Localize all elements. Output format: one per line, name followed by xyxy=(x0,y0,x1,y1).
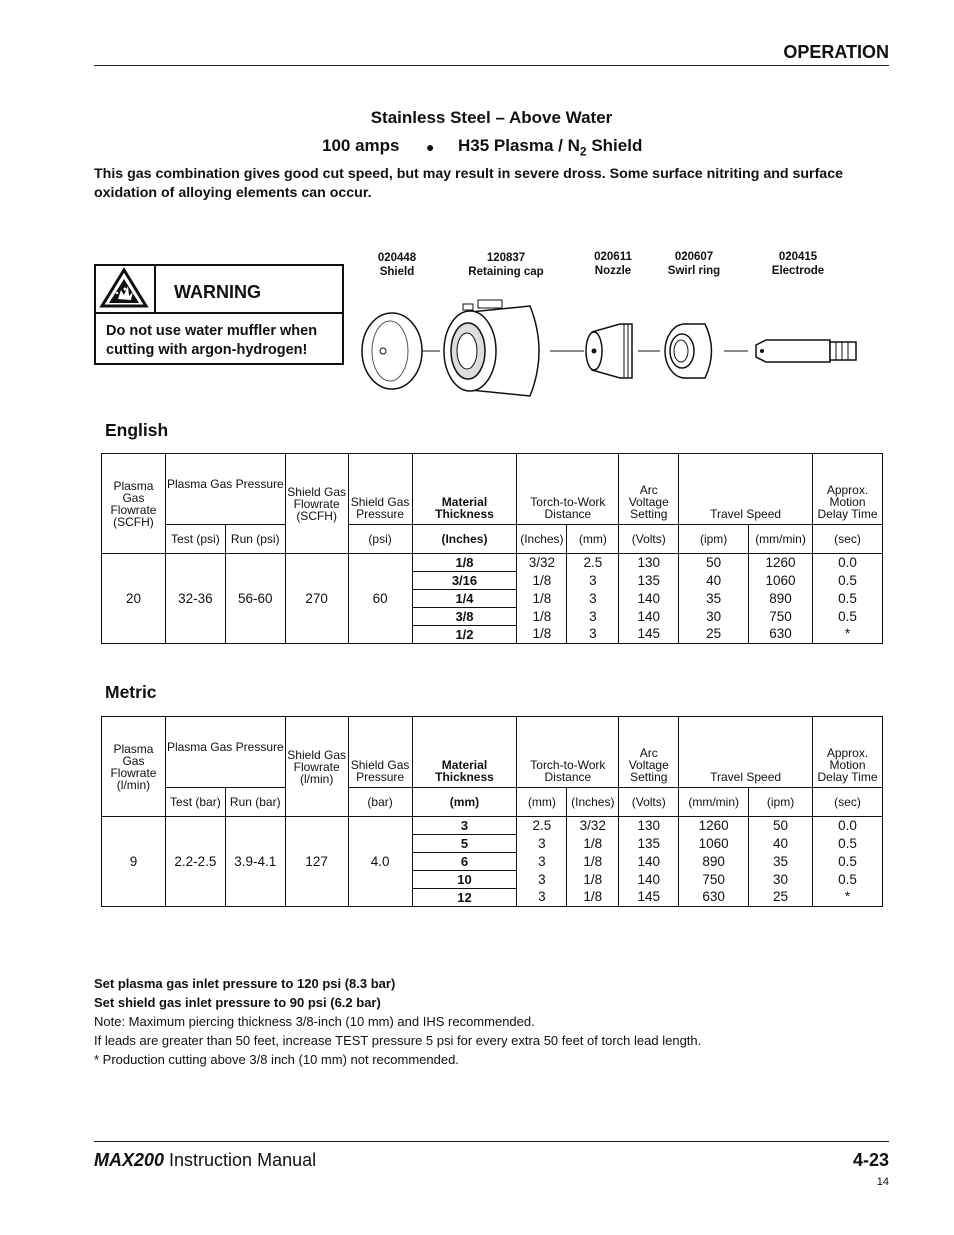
distance-cell: 1/8 xyxy=(517,626,567,644)
plasma-inlet-note: Set plasma gas inlet pressure to 120 psi (8.3 bar) xyxy=(94,976,396,991)
speed-cell: 890 xyxy=(749,590,813,608)
distance-cell: 1/8 xyxy=(517,608,567,626)
header-shield-pressure-unit: (psi) xyxy=(348,525,412,554)
distance-cell: 3 xyxy=(517,853,567,871)
delay-cell: 0.5 xyxy=(813,853,883,871)
delay-cell: 0.0 xyxy=(813,817,883,835)
header-delay-unit: (sec) xyxy=(813,525,883,554)
swirl-ring-part-icon xyxy=(665,324,712,378)
header-rule xyxy=(94,65,889,66)
arc-voltage-cell: 130 xyxy=(619,817,679,835)
thickness-cell: 3/8 xyxy=(412,608,517,626)
header-speed-unit-1: (mm/min) xyxy=(679,788,749,817)
distance-cell: 1/8 xyxy=(517,572,567,590)
metric-section-label: Metric xyxy=(105,682,157,702)
thickness-cell: 1/2 xyxy=(412,626,517,644)
delay-cell: 0.0 xyxy=(813,554,883,572)
header-torch-distance: Torch-to-Work Distance xyxy=(517,717,619,788)
speed-cell: 1060 xyxy=(749,572,813,590)
header-delay-unit: (sec) xyxy=(813,788,883,817)
speed-cell: 35 xyxy=(749,853,813,871)
header-run-pressure: Run (psi) xyxy=(225,525,285,554)
header-speed-unit-2: (mm/min) xyxy=(749,525,813,554)
delay-cell: * xyxy=(813,626,883,644)
speed-cell: 30 xyxy=(679,608,749,626)
bullet-icon: ● xyxy=(426,139,435,155)
arc-voltage-cell: 145 xyxy=(619,889,679,907)
shield-pressure-value: 4.0 xyxy=(348,817,412,907)
test-pressure-value: 32-36 xyxy=(165,554,225,644)
speed-cell: 1260 xyxy=(749,554,813,572)
header-speed-unit-1: (ipm) xyxy=(679,525,749,554)
distance-cell: 3 xyxy=(567,590,619,608)
plasma-flowrate-value: 9 xyxy=(102,817,166,907)
notes-block xyxy=(94,974,884,1069)
header-distance-unit-2: (Inches) xyxy=(567,788,619,817)
header-arc-unit: (Volts) xyxy=(619,525,679,554)
explosion-warning-icon xyxy=(96,266,152,310)
part-label-retaining-cap: 120837 Retaining cap xyxy=(468,252,544,278)
piercing-note: Note: Maximum piercing thickness 3/8-inch (10 mm) and IHS recommended. xyxy=(94,1014,535,1029)
thickness-cell: 12 xyxy=(412,889,517,907)
distance-cell: 3 xyxy=(517,889,567,907)
header-material-thickness: Material Thickness xyxy=(412,454,517,525)
delay-cell: 0.5 xyxy=(813,871,883,889)
arc-voltage-cell: 145 xyxy=(619,626,679,644)
lead-length-note: If leads are greater than 50 feet, increase TEST pressure 5 psi for every extra 50 feet of torch lead length. xyxy=(94,1033,702,1048)
footer-rule xyxy=(94,1141,889,1142)
delay-cell: 0.5 xyxy=(813,572,883,590)
header-distance-unit-1: (Inches) xyxy=(517,525,567,554)
consumable-parts-illustration xyxy=(360,290,870,400)
thickness-cell: 10 xyxy=(412,871,517,889)
arc-voltage-cell: 140 xyxy=(619,608,679,626)
speed-cell: 750 xyxy=(679,871,749,889)
gas-combination: H35 Plasma / $N_2$ Shield xyxy=(458,136,643,159)
test-pressure-value: 2.2-2.5 xyxy=(165,817,225,907)
header-torch-distance: Torch-to-Work Distance xyxy=(517,454,619,525)
metric-cut-chart-table xyxy=(101,716,883,907)
header-travel-speed: Travel Speed xyxy=(679,717,813,788)
distance-cell: 1/8 xyxy=(567,835,619,853)
header-test-pressure: Test (psi) xyxy=(165,525,225,554)
speed-cell: 630 xyxy=(679,889,749,907)
part-label-shield: 020448 Shield xyxy=(377,252,417,278)
header-shield-flowrate: Shield Gas Flowrate (SCFH) xyxy=(285,454,348,554)
speed-cell: 50 xyxy=(749,817,813,835)
delay-cell: 0.5 xyxy=(813,608,883,626)
distance-cell: 2.5 xyxy=(517,817,567,835)
header-plasma-flowrate: Plasma Gas Flowrate (l/min) xyxy=(102,717,166,817)
delay-cell: 0.5 xyxy=(813,835,883,853)
speed-cell: 50 xyxy=(679,554,749,572)
header-distance-unit-1: (mm) xyxy=(517,788,567,817)
run-pressure-value: 56-60 xyxy=(225,554,285,644)
shield-pressure-value: 60 xyxy=(348,554,412,644)
warning-box xyxy=(94,264,344,365)
shield-flowrate-value: 127 xyxy=(285,817,348,907)
page-number: 14 xyxy=(876,1176,889,1188)
amps-label: 100 amps xyxy=(322,136,400,155)
warning-title: WARNING xyxy=(174,282,261,302)
distance-cell: 3/32 xyxy=(517,554,567,572)
speed-cell: 25 xyxy=(679,626,749,644)
table-row xyxy=(102,817,883,835)
part-label-swirl-ring: 020607 Swirl ring xyxy=(667,251,721,277)
distance-cell: 3 xyxy=(567,608,619,626)
retaining-cap-part-icon xyxy=(444,300,539,396)
header-shield-pressure: Shield Gas Pressure xyxy=(348,717,412,788)
arc-voltage-cell: 140 xyxy=(619,590,679,608)
distance-cell: 1/8 xyxy=(567,853,619,871)
distance-cell: 3/32 xyxy=(567,817,619,835)
electrode-part-icon xyxy=(756,340,856,362)
english-cut-chart-table xyxy=(101,453,883,644)
header-arc-voltage: Arc Voltage Setting xyxy=(619,717,679,788)
manual-title: MAX200 Instruction Manual xyxy=(94,1150,317,1170)
warning-text: Do not use water muffler when cutting with argon-hydrogen! xyxy=(106,323,318,358)
warning-title-area xyxy=(156,266,342,314)
arc-voltage-cell: 140 xyxy=(619,853,679,871)
nozzle-part-icon xyxy=(586,324,632,378)
shield-flowrate-value: 270 xyxy=(285,554,348,644)
page-section-number: 4-23 xyxy=(852,1150,889,1170)
header-test-pressure: Test (bar) xyxy=(165,788,225,817)
header-distance-unit-2: (mm) xyxy=(567,525,619,554)
thickness-cell: 1/8 xyxy=(412,554,517,572)
header-delay-time: Approx. Motion Delay Time xyxy=(813,454,883,525)
page-title: Stainless Steel – Above Water xyxy=(370,108,613,127)
intro-paragraph: This gas combination gives good cut speed, but may result in severe dross. Some surface nitriting and surface oxidation of alloying elements can occur. xyxy=(94,166,843,201)
distance-cell: 2.5 xyxy=(567,554,619,572)
speed-cell: 40 xyxy=(749,835,813,853)
speed-cell: 890 xyxy=(679,853,749,871)
thickness-cell: 3/16 xyxy=(412,572,517,590)
header-arc-unit: (Volts) xyxy=(619,788,679,817)
header-plasma-pressure: Plasma Gas Pressure xyxy=(165,454,285,525)
shield-inlet-note: Set shield gas inlet pressure to 90 psi (6.2 bar) xyxy=(94,995,381,1010)
header-plasma-flowrate: Plasma Gas Flowrate (SCFH) xyxy=(102,454,166,554)
header-delay-time: Approx. Motion Delay Time xyxy=(813,717,883,788)
distance-cell: 3 xyxy=(567,572,619,590)
speed-cell: 40 xyxy=(679,572,749,590)
header-shield-pressure-unit: (bar) xyxy=(348,788,412,817)
arc-voltage-cell: 135 xyxy=(619,572,679,590)
arc-voltage-cell: 135 xyxy=(619,835,679,853)
distance-cell: 1/8 xyxy=(567,889,619,907)
delay-cell: 0.5 xyxy=(813,590,883,608)
part-label-electrode: 020415 Electrode xyxy=(771,251,825,277)
thickness-cell: 3 xyxy=(412,817,517,835)
warning-icon-cell xyxy=(96,266,156,314)
english-section-label: English xyxy=(105,420,169,440)
speed-cell: 1060 xyxy=(679,835,749,853)
shield-part-icon xyxy=(362,313,422,389)
arc-voltage-cell: 140 xyxy=(619,871,679,889)
speed-cell: 630 xyxy=(749,626,813,644)
header-material-thickness: Material Thickness xyxy=(412,717,517,788)
header-travel-speed: Travel Speed xyxy=(679,454,813,525)
header-shield-pressure: Shield Gas Pressure xyxy=(348,454,412,525)
distance-cell: 1/8 xyxy=(567,871,619,889)
header-plasma-pressure: Plasma Gas Pressure xyxy=(165,717,285,788)
header-material-unit: (Inches) xyxy=(412,525,517,554)
header-arc-voltage: Arc Voltage Setting xyxy=(619,454,679,525)
thickness-cell: 6 xyxy=(412,853,517,871)
distance-cell: 3 xyxy=(567,626,619,644)
header-run-pressure: Run (bar) xyxy=(225,788,285,817)
header-shield-flowrate: Shield Gas Flowrate (l/min) xyxy=(285,717,348,817)
section-title: OPERATION xyxy=(783,42,889,62)
thickness-cell: 1/4 xyxy=(412,590,517,608)
speed-cell: 30 xyxy=(749,871,813,889)
speed-cell: 35 xyxy=(679,590,749,608)
distance-cell: 1/8 xyxy=(517,590,567,608)
run-pressure-value: 3.9-4.1 xyxy=(225,817,285,907)
table-row xyxy=(102,554,883,572)
header-material-unit: (mm) xyxy=(412,788,517,817)
header-speed-unit-2: (ipm) xyxy=(749,788,813,817)
distance-cell: 3 xyxy=(517,871,567,889)
delay-cell: * xyxy=(813,889,883,907)
distance-cell: 3 xyxy=(517,835,567,853)
arc-voltage-cell: 130 xyxy=(619,554,679,572)
production-cutting-note: * Production cutting above 3/8 inch (10 mm) not recommended. xyxy=(94,1052,459,1067)
speed-cell: 25 xyxy=(749,889,813,907)
thickness-cell: 5 xyxy=(412,835,517,853)
speed-cell: 750 xyxy=(749,608,813,626)
part-label-nozzle: 020611 Nozzle xyxy=(594,251,632,277)
speed-cell: 1260 xyxy=(679,817,749,835)
plasma-flowrate-value: 20 xyxy=(102,554,166,644)
